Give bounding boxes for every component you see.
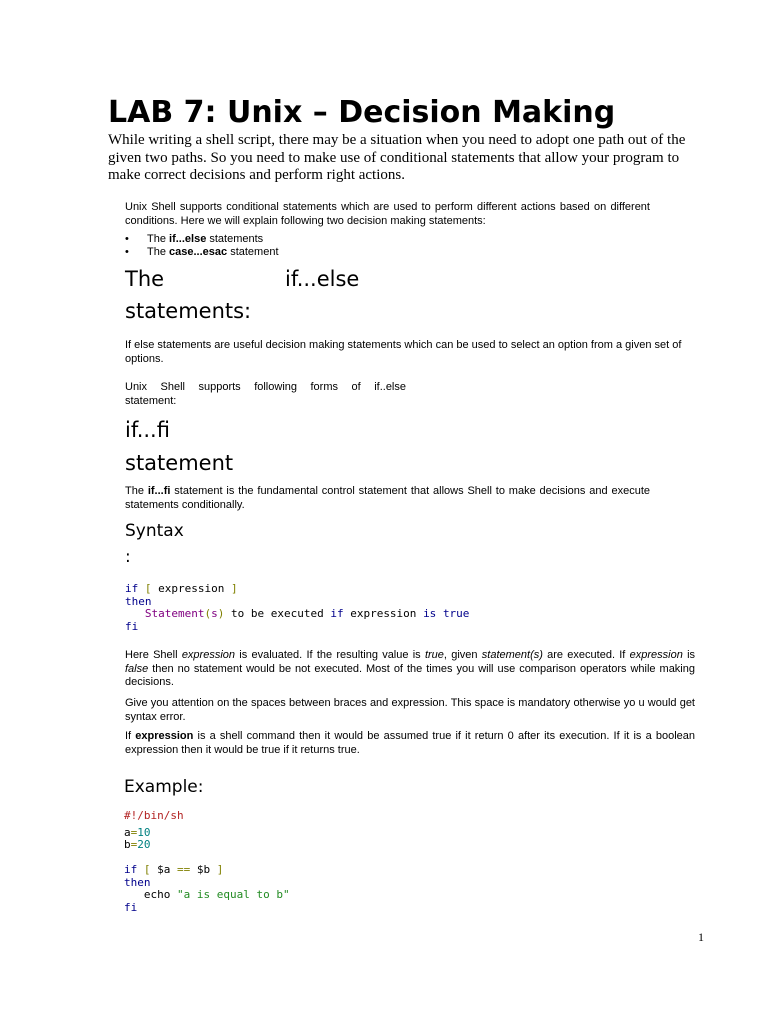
code-line: a=10 [124,825,151,839]
explain-paragraph-3: If expression is a shell command then it would be assumed true if it return 0 after its execution. If it is a boolean expression then it would be true if it returns true. [125,730,695,756]
iffi-paragraph: The if...fi statement is the fundamental control statement that allows Shell to make decisions and execute statements conditionally. [125,485,650,511]
heading-ifelse-left: The [125,267,165,291]
code-line: if [ expression ] [125,582,238,595]
code-line: then [124,875,151,889]
list-item: • The case...esac statement [125,246,525,259]
heading-example: Example: [124,777,204,797]
statement-list [125,233,525,259]
page-title: LAB 7: Unix – Decision Making [108,95,616,130]
heading-syntax-line2: : [125,547,131,567]
list-item: • The if...else statements [125,233,525,246]
forms-paragraph-line2: statement: [125,395,177,407]
code-line: fi [125,619,139,633]
heading-ifelse-right: if...else [285,267,360,291]
code-line: if [ $a == $b ] [124,863,224,876]
code-line: #!/bin/sh [124,809,184,822]
code-line: Statement(s) to be executed if expression is true [144,607,470,620]
syntax-code-block [125,583,469,633]
code-line: b=20 [124,838,151,851]
heading-iffi-line2: statement [125,451,234,475]
heading-iffi-line1: if...fi [125,418,170,442]
explain-paragraph-2: Give you attention on the spaces between braces and expression. This space is mandatory otherwise yo u would get syntax error. [125,697,695,723]
example-code-block [124,810,290,914]
heading-syntax-line1: Syntax [125,521,184,541]
code-line: then [125,594,152,608]
explain-paragraph-1: Here Shell expression is evaluated. If the resulting value is true, given statement(s) are executed. If expression is false then no statement would be not executed. Most of the times you will use comparison operators while making decisions. [125,649,696,688]
code-line: fi [124,900,138,914]
forms-paragraph-line1: Unix Shell supports following forms of if..else [125,381,406,393]
page-number: 1 [698,930,704,944]
heading-ifelse-line2: statements: [125,299,252,323]
ifelse-paragraph: If else statements are useful decision making statements which can be used to select an option from a given set of options. [125,339,682,365]
code-line: echo "a is equal to b" [143,888,290,901]
intro-paragraph: While writing a shell script, there may be a situation when you need to adopt one path out of the given two paths. So you need to make use of conditional statements that allow your program to make correct decisions and perform right actions. [108,132,686,183]
supports-paragraph: Unix Shell supports conditional statements which are used to perform different actions based on different conditions. Here we will explain following two decision making statements: [125,201,650,227]
